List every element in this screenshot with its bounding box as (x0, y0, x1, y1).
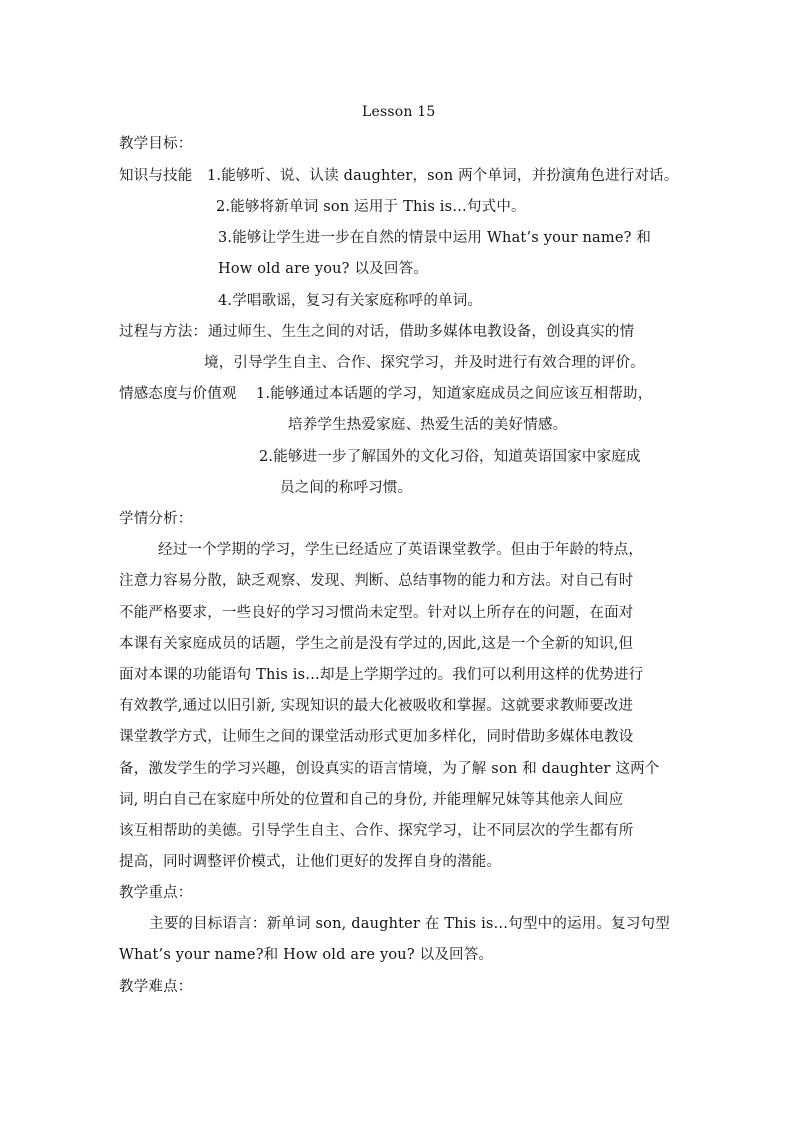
difficulties-heading: 教学难点： (119, 979, 193, 995)
emotion-line: 1.能够通过本话题的学习，知道家庭成员之间应该互相帮助， (256, 386, 653, 402)
analysis-line: 词, 明白自己在家庭中所处的位置和自己的身份, 并能理解兄妹等其他亲人间应 (119, 792, 624, 808)
analysis-line: 课堂教学方式，让师生之间的课堂活动形式更加多样化，同时借助多媒体电教设 (119, 729, 634, 745)
process-label: 过程与方法： (119, 324, 208, 340)
process-line: 境，引导学生自主、合作、探究学习，并及时进行有效合理的评价。 (204, 355, 645, 371)
emotion-line: 员之间的称呼习惯。 (280, 480, 413, 496)
goals-heading: 教学目标： (119, 136, 193, 152)
analysis-line: 不能严格要求，一些良好的学习习惯尚未定型。针对以上所存在的问题，在面对 (119, 605, 634, 621)
knowledge-item: 3.能够让学生进一步在自然的情景中运用 What’s your name? 和 (218, 230, 652, 246)
page-title: Lesson 15 (362, 104, 436, 120)
analysis-line: 面对本课的功能语句 This is…却是上学期学过的。我们可以利用这样的优势进行 (119, 667, 644, 683)
analysis-line: 提高，同时调整评价模式，让他们更好的发挥自身的潜能。 (119, 854, 502, 870)
process-line: 通过师生、生生之间的对话，借助多媒体电教设备，创设真实的情 (208, 324, 635, 340)
analysis-line: 备，激发学生的学习兴趣，创设真实的语言情境，为了解 son 和 daughter 这两个 (119, 761, 660, 777)
analysis-line: 经过一个学期的学习，学生已经适应了英语课堂教学。但由于年龄的特点， (158, 542, 644, 558)
knowledge-item: How old are you? 以及回答。 (218, 261, 428, 277)
emotion-line: 培养学生热爱家庭、热爱生活的美好情感。 (288, 417, 568, 433)
knowledge-item: 2.能够将新单词 son 运用于 This is…句式中。 (216, 199, 526, 215)
emotion-line: 2.能够进一步了解国外的文化习俗，知道英语国家中家庭成 (259, 449, 641, 465)
key-points-line: 主要的目标语言：新单词 son, daughter 在 This is…句型中的运用。复习句型 (149, 916, 670, 932)
analysis-line: 有效教学,通过以旧引新, 实现知识的最大化被吸收和掌握。这就要求教师要改进 (119, 698, 634, 714)
knowledge-item: 4.学唱歌谣，复习有关家庭称呼的单词。 (218, 293, 483, 309)
knowledge-item: 1.能够听、说、认读 daughter，son 两个单词，并扮演角色进行对话。 (207, 168, 679, 184)
analysis-line: 注意力容易分散，缺乏观察、发现、判断、总结事物的能力和方法。对自己有时 (119, 573, 634, 589)
emotion-label: 情感态度与价值观 (119, 386, 237, 402)
analysis-heading: 学情分析： (119, 511, 193, 527)
knowledge-label: 知识与技能 (119, 168, 193, 184)
key-points-heading: 教学重点： (119, 885, 193, 901)
analysis-line: 本课有关家庭成员的话题，学生之前是没有学过的,因此,这是一个全新的知识,但 (119, 636, 634, 652)
key-points-line: What’s your name?和 How old are you? 以及回答。 (119, 947, 494, 963)
analysis-line: 该互相帮助的美德。引导学生自主、合作、探究学习，让不同层次的学生都有所 (119, 823, 634, 839)
